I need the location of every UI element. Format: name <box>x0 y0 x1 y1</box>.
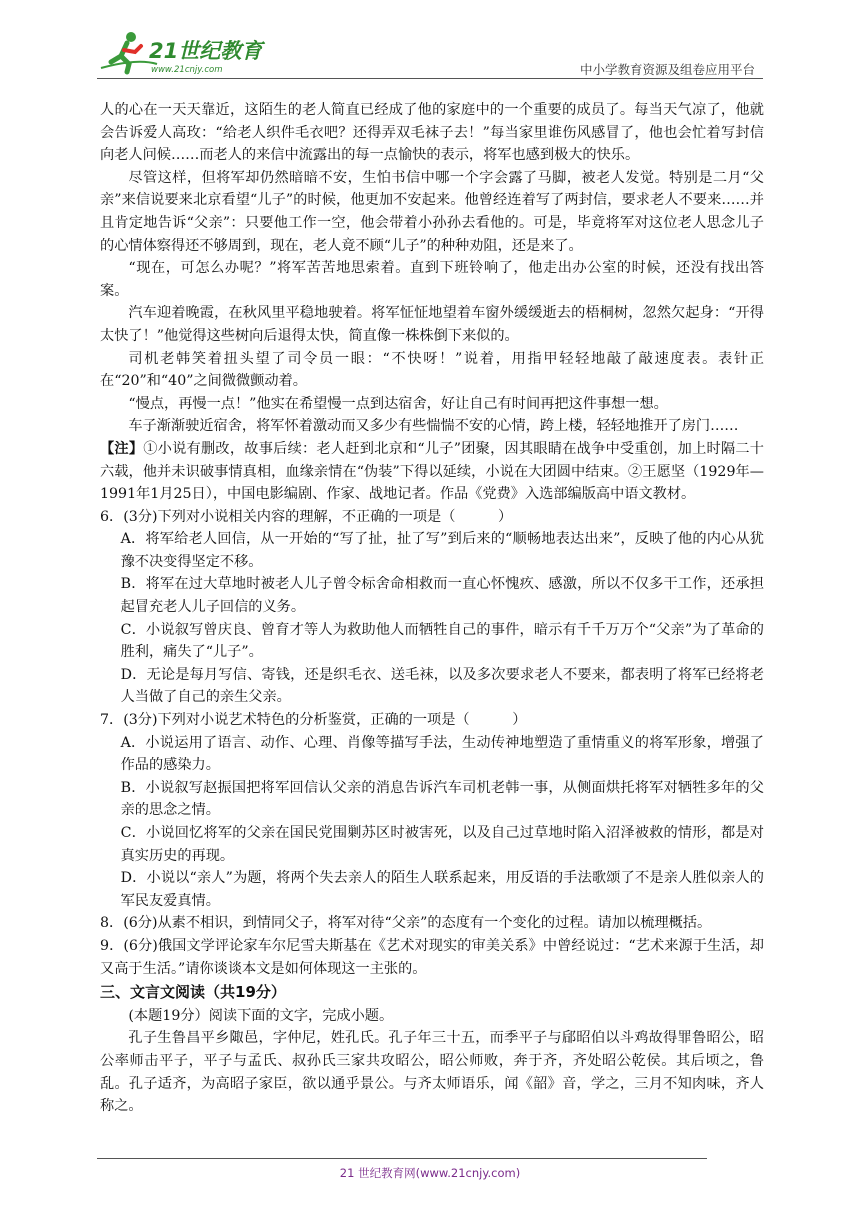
question-7-option-b: B．小说叙写赵振国把将军回信认父亲的消息告诉汽车司机老韩一事，从侧面烘托将军对牺牲多年的父亲的思念之情。 <box>120 779 764 819</box>
section-3-intro: (本题19分）阅读下面的文字，完成小题。 <box>128 1007 394 1024</box>
question-6-option-b: B．将军在过大草地时被老人儿子曾令标舍命相救而一直心怀愧疚、感激，所以不仅多干工作，还承担起冒充老人儿子回信的义务。 <box>120 576 764 616</box>
header-divider <box>97 78 763 79</box>
logo-url: www.21cnjy.com <box>151 65 223 75</box>
question-7-option-a: A．小说运用了语言、动作、心理、肖像等描写手法，生动传神地塑造了重情重义的将军形象，增强了作品的感染力。 <box>120 734 764 774</box>
logo-text: 21世纪教育 <box>149 39 263 63</box>
question-7-stem: 7．(3分)下列对小说艺术特色的分析鉴赏，正确的一项是（ ） <box>100 712 527 729</box>
document-body <box>100 99 764 1118</box>
question-9: 9．(6分)俄国文学评论家车尔尼雪夫斯基在《艺术对现实的审美关系》中曾经说过：“艺术来源于生活，却又高于生活。”请你谈谈本文是如何体现这一主张的。 <box>100 937 764 977</box>
page-header <box>97 26 763 80</box>
note-paragraph <box>100 438 764 506</box>
footer-divider <box>97 1158 707 1159</box>
classical-passage: 孔子生鲁昌平乡陬邑，字仲尼，姓孔氏。孔子年三十五，而季平子与郈昭伯以斗鸡故得罪鲁昭公，昭公率师击平子，平子与孟氏、叔孙氏三家共攻昭公，昭公师败，奔于齐，齐处昭公乾侯。其后顷之，鲁乱。孔子适齐，为高昭子家臣，欲以通乎景公。与齐太师语乐，闻《韶》音，学之，三月不知肉味，齐人称之。 <box>100 1030 764 1115</box>
story-paragraph: 司机老韩笑着扭头望了司令员一眼：“不快呀！”说着，用指甲轻轻地敲了敲速度表。表针正在“20”和“40”之间微微颤动着。 <box>100 350 764 390</box>
story-paragraph: 人的心在一天天靠近，这陌生的老人简直已经成了他的家庭中的一个重要的成员了。每当天气凉了，他就会告诉爱人高玫：“给老人织件毛衣吧？还得弄双毛袜子去！”每当家里谁伤风感冒了，他也会忙着写封信向老人问候……而老人的来信中流露出的每一点愉快的表示，将军也感到极大的快乐。 <box>100 102 764 164</box>
question-7-option-d: D．小说以“亲人”为题，将两个失去亲人的陌生人联系起来，用反语的手法歌颂了不是亲人胜似亲人的军民友爱真情。 <box>120 870 764 909</box>
site-logo <box>97 28 267 76</box>
question-6-stem: 6．(3分)下列对小说相关内容的理解，不正确的一项是（ ） <box>100 508 513 525</box>
question-7-option-c: C．小说回忆将军的父亲在国民党围剿苏区时被害死，以及自己过草地时陷入沼泽被救的情形，都是对真实历史的再现。 <box>120 825 764 864</box>
story-paragraph: 汽车迎着晚霞，在秋风里平稳地驶着。将军怔怔地望着车窗外缓缓逝去的梧桐树，忽然欠起身：“开得太快了！”他觉得这些树向后退得太快，简直像一株株倒下来似的。 <box>100 305 764 344</box>
question-6-option-d: D．无论是每月写信、寄钱，还是织毛衣、送毛袜，以及多次要求老人不要来，都表明了将军已经将老人当做了自己的亲生父亲。 <box>120 666 764 706</box>
page-footer: 21 世纪教育网(www.21cnjy.com) <box>339 1166 521 1180</box>
question-8: 8．(6分)从素不相识，到情同父子，将军对待“父亲”的态度有一个变化的过程。请加以梳理概括。 <box>100 915 712 932</box>
section-3-title: 三、文言文阅读（共19分） <box>100 983 286 1002</box>
story-paragraph: 车子渐渐驶近宿舍，将军怀着激动而又多少有些惴惴不安的心情，跨上楼，轻轻地推开了房门…… <box>128 418 739 435</box>
platform-name: 中小学教育资源及组卷应用平台 <box>579 62 755 77</box>
story-paragraph: “慢点，再慢一点！”他实在希望慢一点到达宿舍，好让自己有时间再把这件事想一想。 <box>128 395 668 412</box>
note-label: 【注】 <box>100 440 144 457</box>
question-6-option-c: C．小说叙写曾庆良、曾育才等人为救助他人而牺牲自己的事件，暗示有千千万万个“父亲”为了革命的胜利，痛失了“儿子”。 <box>120 621 764 661</box>
story-paragraph: 尽管这样，但将军却仍然暗暗不安，生怕书信中哪一个字会露了马脚，被老人发觉。特别是二月“父亲”来信说要来北京看望“儿子”的时候，他更加不安起来。他曾经连着写了两封信，要求老人不要来……并且肯定地告诉“父亲”：只要他工作一空，他会带着小孙孙去看他的。可是，毕竟将军对这位老人思念儿子的心情体察得还不够周到，现在，老人竟不顾“儿子”的种种劝阻，还是来了。 <box>100 169 764 254</box>
story-paragraph: “现在，可怎么办呢？”将军苦苦地思索着。直到下班铃响了，他走出办公室的时候，还没有找出答案。 <box>100 260 764 299</box>
note-text: ①小说有删改，故事后续：老人赶到北京和“儿子”团聚，因其眼睛在战争中受重创，加上时隔二十六载，他并未识破事情真相，血缘亲情在“伪装”下得以延续，小说在大团圆中结束。②王愿坚（1929年—1991年1月25日），中国电影编剧、作家、战地记者。作品《党费》入选部编版高中语文教材。 <box>100 440 764 503</box>
question-6-option-a: A．将军给老人回信，从一开始的“写了扯，扯了写”到后来的“顺畅地表达出来”，反映了他的内心从犹豫不决变得坚定不移。 <box>120 531 764 570</box>
